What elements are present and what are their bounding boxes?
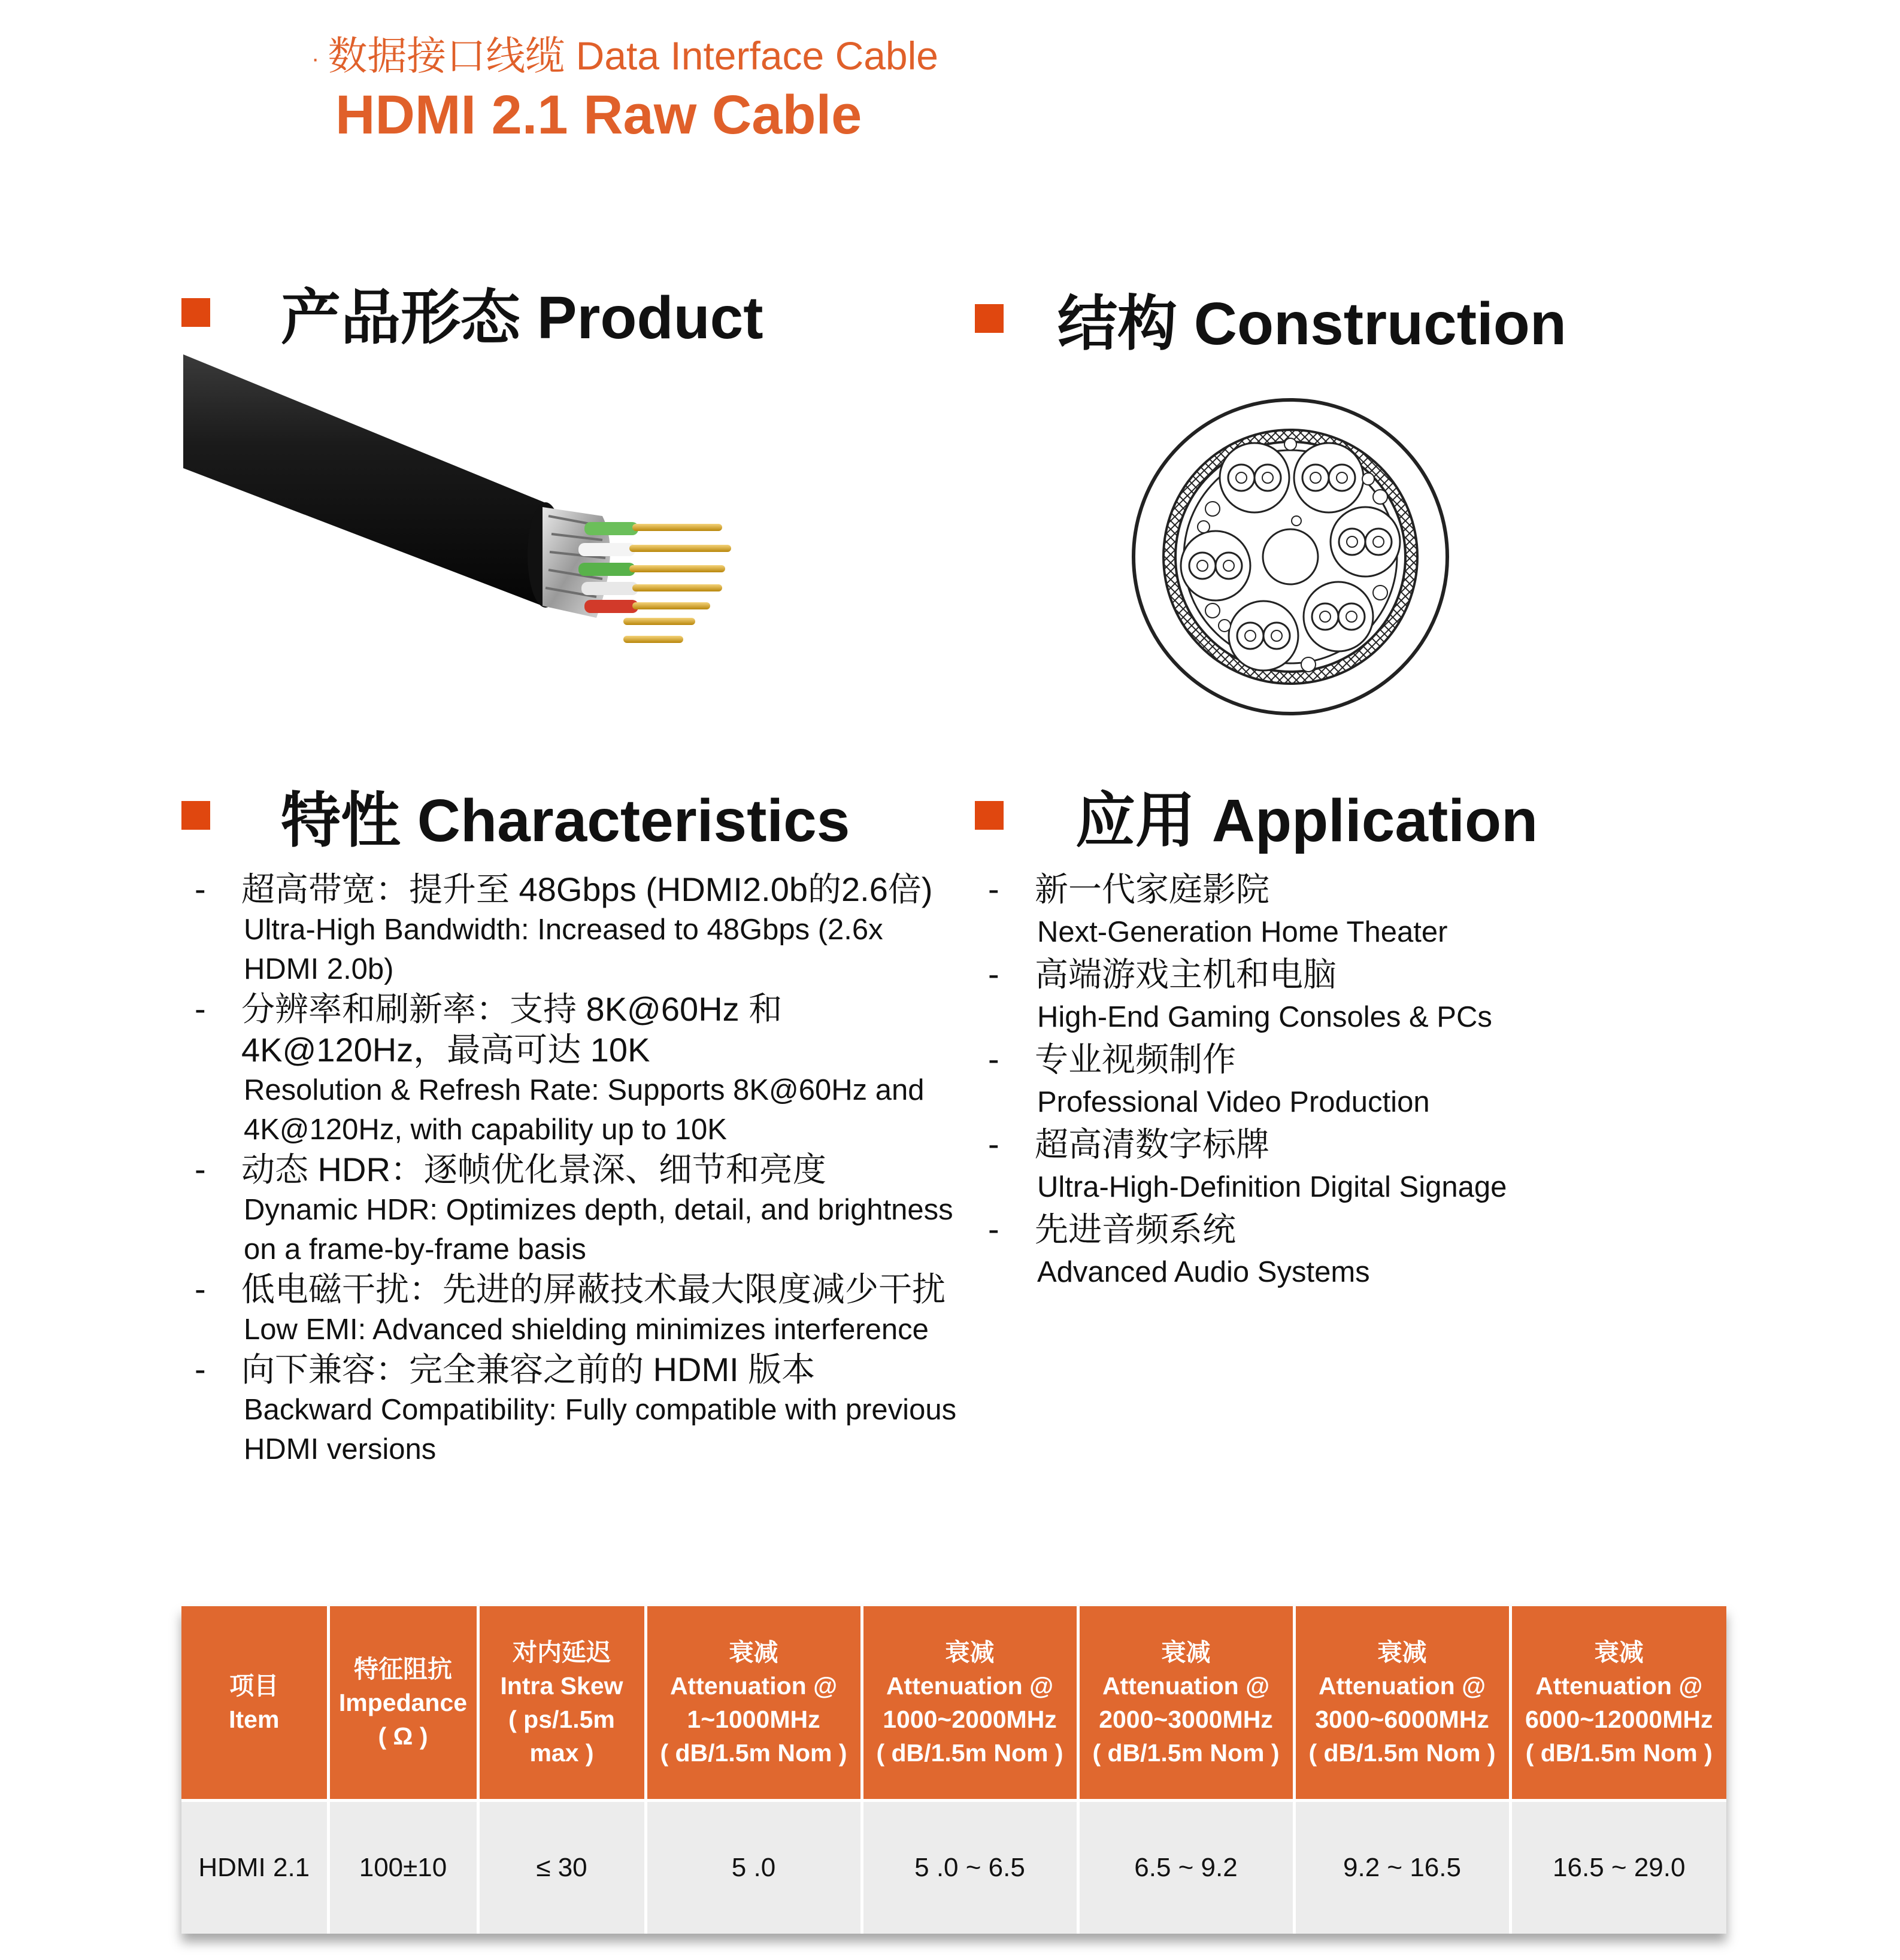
header-attenuation-5: 衰减 Attenuation @ 6000~12000MHz ( dB/1.5m Nom ) xyxy=(1510,1606,1726,1801)
dash-bullet: - xyxy=(195,1350,206,1388)
header-subtitle xyxy=(311,24,938,81)
subtitle-dot: · xyxy=(311,45,320,72)
item-en: Backward Compatibility: Fully compatible with previous HDMI versions xyxy=(244,1394,957,1466)
item-en: High-End Gaming Consoles & PCs xyxy=(1037,1001,1492,1033)
item-en: Professional Video Production xyxy=(1037,1086,1430,1118)
square-bullet-icon xyxy=(975,304,1004,333)
item-en: Next-Generation Home Theater xyxy=(1037,916,1448,948)
section-title-application: 应用 Application xyxy=(1075,787,1538,854)
cable-cross-section-diagram xyxy=(1129,395,1452,718)
dash-bullet: - xyxy=(195,990,206,1027)
header-attenuation-2: 衰减 Attenuation @ 1000~2000MHz ( dB/1.5m Nom ) xyxy=(862,1606,1078,1801)
cable-product-image xyxy=(183,354,746,690)
cell-attenuation-4: 9.2 ~ 16.5 xyxy=(1294,1801,1510,1934)
table-row xyxy=(181,1801,1726,1934)
list-item xyxy=(975,1124,1801,1209)
header-impedance: 特征阻抗 Impedance ( Ω ) xyxy=(328,1606,478,1801)
table-header-row xyxy=(181,1606,1726,1801)
section-heading-construction xyxy=(975,275,1566,362)
cell-attenuation-2: 5 .0 ~ 6.5 xyxy=(862,1801,1078,1934)
dash-bullet: - xyxy=(195,1150,206,1188)
list-item xyxy=(181,1149,966,1269)
cell-attenuation-1: 5 .0 xyxy=(646,1801,862,1934)
square-bullet-icon xyxy=(181,298,210,327)
list-item xyxy=(975,869,1801,954)
item-en: Low EMI: Advanced shielding minimizes interference xyxy=(244,1313,929,1346)
item-zh: 先进音频系统 xyxy=(1035,1210,1236,1248)
header-intra-skew: 对内延迟 Intra Skew ( ps/1.5m max ) xyxy=(478,1606,646,1801)
dash-bullet: - xyxy=(988,955,999,993)
item-zh: 新一代家庭影院 xyxy=(1035,870,1269,908)
header-attenuation-4: 衰减 Attenuation @ 3000~6000MHz ( dB/1.5m Nom ) xyxy=(1294,1606,1510,1801)
item-en: Ultra-High-Definition Digital Signage xyxy=(1037,1171,1507,1203)
section-title-characteristics: 特性 Characteristics xyxy=(281,787,850,854)
section-heading-application xyxy=(975,772,1538,858)
list-item xyxy=(181,1349,966,1469)
dash-bullet: - xyxy=(195,1270,206,1307)
section-heading-characteristics xyxy=(181,772,850,858)
cell-attenuation-3: 6.5 ~ 9.2 xyxy=(1078,1801,1294,1934)
item-zh: 高端游戏主机和电脑 xyxy=(1035,955,1337,993)
list-item xyxy=(975,1039,1801,1124)
dash-bullet: - xyxy=(988,1210,999,1248)
item-zh: 专业视频制作 xyxy=(1035,1040,1236,1078)
item-zh: 超高带宽：提升至 48Gbps (HDMI2.0b的2.6倍) xyxy=(241,870,933,908)
header-attenuation-3: 衰减 Attenuation @ 2000~3000MHz ( dB/1.5m Nom ) xyxy=(1078,1606,1294,1801)
list-item xyxy=(181,869,966,989)
item-zh: 向下兼容：完全兼容之前的 HDMI 版本 xyxy=(241,1351,816,1388)
spec-table xyxy=(181,1606,1726,1934)
header-item: 项目 Item xyxy=(181,1606,328,1801)
item-en: Resolution & Refresh Rate: Supports 8K@60Hz and 4K@120Hz, with capability up to 10K xyxy=(244,1074,925,1146)
item-zh: 动态 HDR：逐帧优化景深、细节和亮度 xyxy=(241,1151,826,1188)
section-heading-product xyxy=(181,269,763,356)
item-zh: 低电磁干扰：先进的屏蔽技术最大限度减少干扰 xyxy=(241,1270,946,1308)
dash-bullet: - xyxy=(195,870,206,908)
item-en: Ultra-High Bandwidth: Increased to 48Gbps (2.6x HDMI 2.0b) xyxy=(244,914,883,985)
header-attenuation-1: 衰减 Attenuation @ 1~1000MHz ( dB/1.5m Nom ) xyxy=(646,1606,862,1801)
application-list xyxy=(975,869,1801,1294)
cell-intra-skew: ≤ 30 xyxy=(478,1801,646,1934)
cell-item: HDMI 2.1 xyxy=(181,1801,328,1934)
page-title: HDMI 2.1 Raw Cable xyxy=(335,84,862,145)
item-zh: 超高清数字标牌 xyxy=(1035,1125,1269,1163)
dash-bullet: - xyxy=(988,1125,999,1163)
cell-impedance: 100±10 xyxy=(328,1801,478,1934)
dash-bullet: - xyxy=(988,870,999,908)
square-bullet-icon xyxy=(975,801,1004,830)
item-en: Advanced Audio Systems xyxy=(1037,1256,1370,1288)
list-item xyxy=(975,954,1801,1039)
section-title-construction: 结构 Construction xyxy=(1057,290,1566,357)
section-title-product: 产品形态 Product xyxy=(281,284,763,351)
list-item xyxy=(181,989,966,1149)
item-en: Dynamic HDR: Optimizes depth, detail, and brightness on a frame-by-frame basis xyxy=(244,1194,953,1266)
cell-attenuation-5: 16.5 ~ 29.0 xyxy=(1510,1801,1726,1934)
list-item xyxy=(975,1209,1801,1294)
characteristics-list xyxy=(181,869,966,1469)
square-bullet-icon xyxy=(181,801,210,830)
item-zh: 分辨率和刷新率：支持 8K@60Hz 和 4K@120Hz，最高可达 10K xyxy=(241,990,783,1069)
dash-bullet: - xyxy=(988,1040,999,1078)
subtitle-text: 数据接口线缆 Data Interface Cable xyxy=(328,34,939,78)
list-item xyxy=(181,1269,966,1349)
